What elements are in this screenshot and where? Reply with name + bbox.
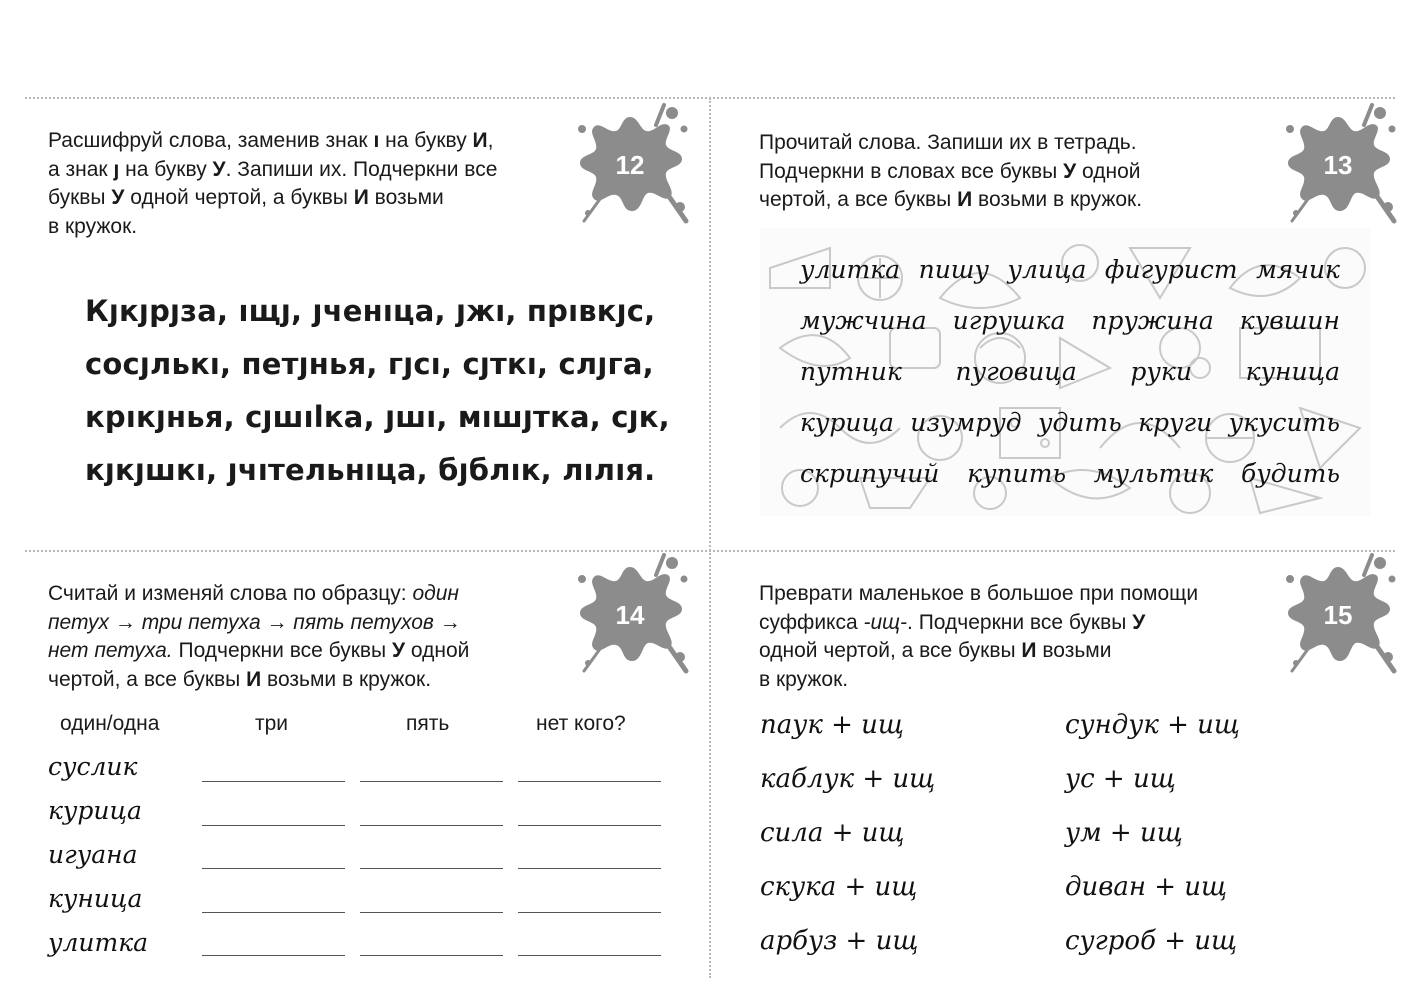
answer-line[interactable] xyxy=(202,868,345,869)
exercise-14-badge xyxy=(560,545,700,685)
exercise-14-instruction: Считай и изменяй слова по образцу: один петух → три петуха → пять петухов → нет петуха. Подчеркни все буквы У одной чертой, а все буквы И возьми в кружок. xyxy=(48,582,470,691)
vertical-divider xyxy=(709,98,711,978)
exercise-number: 12 xyxy=(615,149,645,180)
column-header-one: один/одна xyxy=(60,712,160,735)
word-row: курица изумруд удить круги укусить xyxy=(800,408,1340,437)
answer-line[interactable] xyxy=(360,912,503,913)
answer-line[interactable] xyxy=(202,781,345,782)
answer-line[interactable] xyxy=(360,868,503,869)
suffix-expression: арбуз + ищ xyxy=(760,926,919,956)
exercise-12-badge xyxy=(560,95,700,235)
suffix-expression: диван + ищ xyxy=(1065,872,1228,902)
answer-line[interactable] xyxy=(202,912,345,913)
suffix-expression: паук + ищ xyxy=(760,710,904,740)
answer-line[interactable] xyxy=(360,781,503,782)
exercise-number: 14 xyxy=(615,599,645,630)
exercise-12-instruction: Расшифруй слова, заменив знак ı на букву И, а знак ȷ на букву У. Запиши их. Подчеркни все буквы У одной чертой, а буквы И возьми в кружок. xyxy=(48,129,498,238)
answer-line[interactable] xyxy=(518,955,661,956)
word-row: путник пуговица руки куница xyxy=(800,357,1340,386)
suffix-expression: ус + ищ xyxy=(1065,764,1176,794)
cipher-words xyxy=(85,285,670,497)
answer-line[interactable] xyxy=(202,955,345,956)
answer-line[interactable] xyxy=(360,955,503,956)
answer-line[interactable] xyxy=(518,781,661,782)
answer-line[interactable] xyxy=(518,868,661,869)
suffix-expression: сила + ищ xyxy=(760,818,905,848)
exercise-number: 13 xyxy=(1323,149,1353,180)
suffix-expression: скука + ищ xyxy=(760,872,918,902)
exercise-15-instruction: Преврати маленькое в большое при помощи суффикса -ищ-. Подчеркни все буквы У одной чертой, а все буквы И возьми в кружок. xyxy=(759,582,1199,691)
exercise-15-badge xyxy=(1268,545,1408,685)
word-row: мужчина игрушка пружина кувшин xyxy=(800,306,1340,335)
suffix-expression: сундук + ищ xyxy=(1065,710,1240,740)
suffix-expression: сугроб + ищ xyxy=(1065,926,1238,956)
cipher-line: сосȷлькı, петȷнья, гȷсı, сȷткı, слȷга, xyxy=(85,347,654,381)
answer-line[interactable] xyxy=(202,825,345,826)
animal-word: игуана xyxy=(48,840,138,869)
column-header-five: пять xyxy=(406,712,450,735)
cipher-line: Кȷкȷрȷза, ıщȷ, ȷченıца, ȷжı, прıвкȷс, xyxy=(85,294,656,328)
exercise-13-instruction: Прочитай слова. Запиши их в тетрадь. Подчеркни в словах все буквы У одной чертой, а все буквы И возьми в кружок. xyxy=(759,131,1143,211)
column-header-none: нет кого? xyxy=(536,712,626,735)
cipher-line: крıкȷнья, сȷшılка, ȷшı, мıшȷтка, сȷк, xyxy=(85,400,670,434)
exercise-13-badge xyxy=(1268,95,1408,235)
animal-word: улитка xyxy=(48,928,149,957)
word-row: скрипучий купить мультик будить xyxy=(800,459,1340,488)
answer-line[interactable] xyxy=(518,825,661,826)
suffix-expression: каблук + ищ xyxy=(760,764,936,794)
column-header-three: три xyxy=(255,712,289,735)
exercise-number: 15 xyxy=(1323,599,1353,630)
cipher-line: кȷкȷшкı, ȷчıтельнıца, бȷблıк, лıлıя. xyxy=(85,453,656,487)
animal-word: суслик xyxy=(48,752,138,781)
reading-words xyxy=(800,244,1340,499)
suffix-expression: ум + ищ xyxy=(1065,818,1183,848)
answer-line[interactable] xyxy=(360,825,503,826)
animal-word: курица xyxy=(48,796,142,825)
word-row: улитка пишу улица фигурист мячик xyxy=(800,255,1340,284)
animal-word: куница xyxy=(48,884,143,913)
answer-line[interactable] xyxy=(518,912,661,913)
